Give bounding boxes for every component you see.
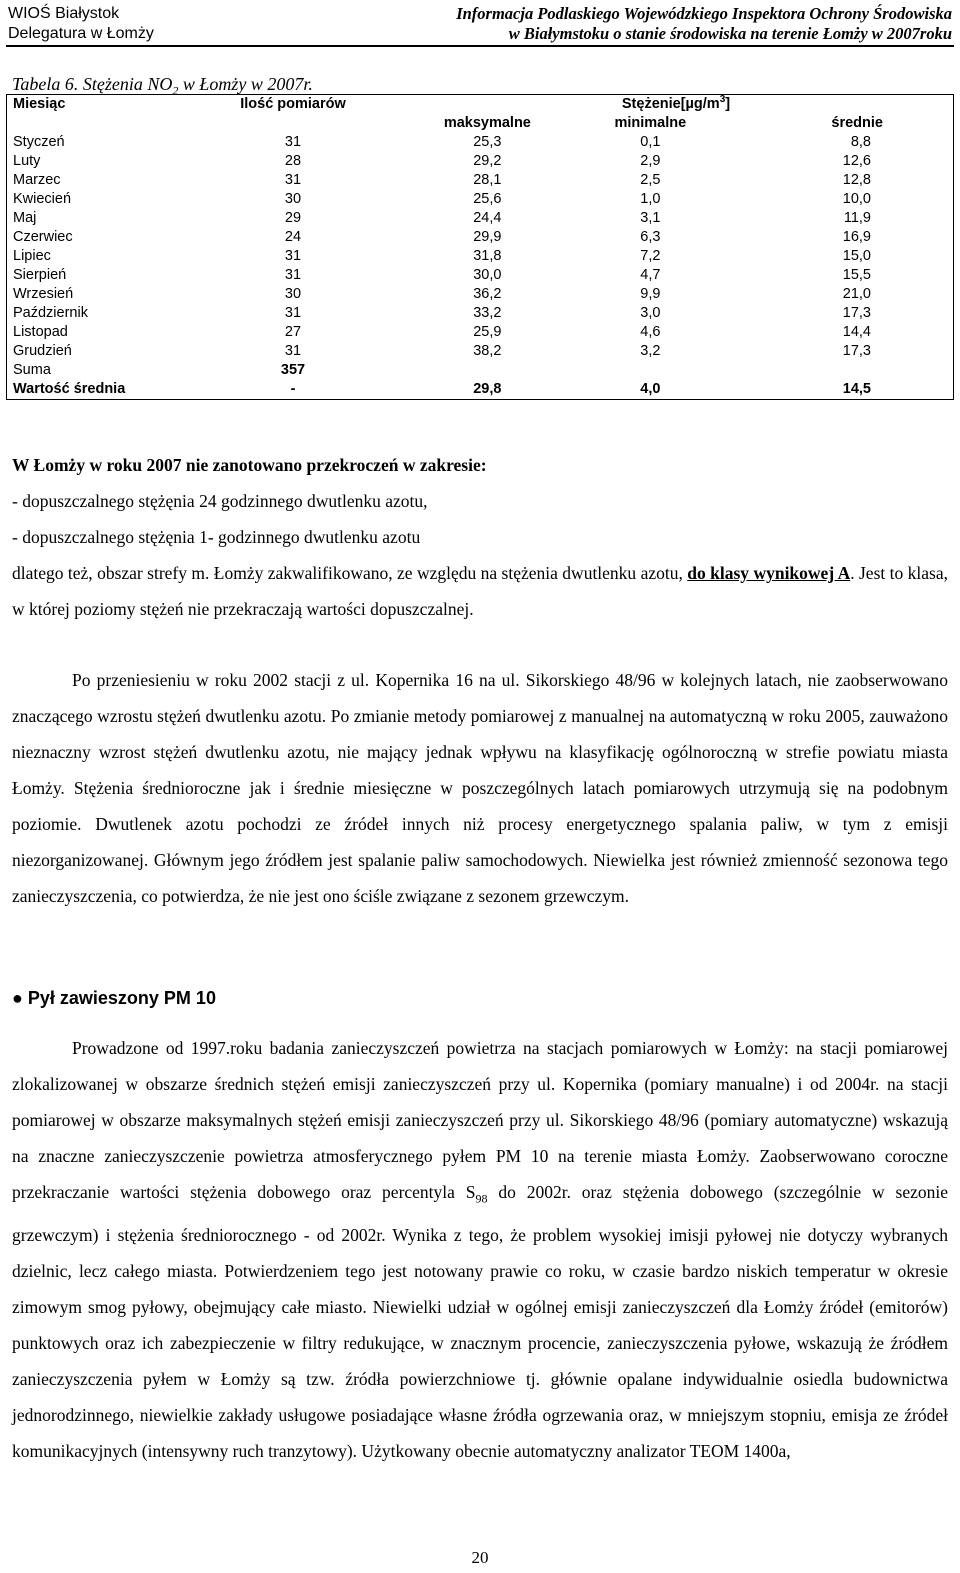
cell-max: 25,3 — [473, 134, 502, 150]
cell-count: 29 — [284, 210, 302, 226]
cell-min: 4,6 — [640, 324, 661, 340]
cell-avg: 17,3 — [842, 305, 871, 321]
conclusion-title: W Łomży w roku 2007 nie zanotowano przekroczeń w zakresie: — [12, 455, 487, 475]
cell-count: 31 — [284, 172, 302, 188]
pm10-percentile-sub: 98 — [475, 1191, 488, 1206]
cell-max: 28,1 — [473, 172, 502, 188]
cell-max: 29,2 — [473, 153, 502, 169]
cell-count: 31 — [284, 343, 302, 359]
cell-min: 3,0 — [640, 305, 661, 321]
header-blank-1 — [7, 114, 188, 133]
mean-min: 4,0 — [640, 381, 661, 397]
cell-avg: 11,9 — [843, 210, 871, 226]
sum-count: 357 — [280, 362, 306, 378]
cell-min: 2,5 — [640, 172, 661, 188]
cell-avg: 15,5 — [842, 267, 871, 283]
sum-blank-2 — [576, 361, 725, 380]
cell-count: 31 — [284, 267, 302, 283]
cell-month: Marzec — [13, 172, 61, 188]
cell-avg: 12,6 — [842, 153, 871, 169]
cell-month: Kwiecień — [13, 191, 72, 207]
pm10-paragraph — [12, 1030, 948, 1469]
table-row — [7, 342, 954, 361]
cell-avg: 14,4 — [842, 324, 871, 340]
cell-min: 3,1 — [640, 210, 661, 226]
cell-month: Sierpień — [13, 267, 67, 283]
cell-min: 3,2 — [640, 343, 661, 359]
header-branch: Delegatura w Łomży — [8, 25, 154, 42]
cell-max: 25,6 — [473, 191, 502, 207]
table-row — [7, 171, 954, 190]
cell-max: 31,8 — [473, 248, 502, 264]
table-header-row-1 — [7, 95, 954, 115]
cell-month: Grudzień — [13, 343, 72, 359]
cell-count: 30 — [284, 286, 302, 302]
page-number: 20 — [471, 1548, 489, 1567]
cell-month: Listopad — [13, 324, 68, 340]
classification-text-a: dlatego też, obszar strefy m. Łomży zakwalifikowano, ze względu na stężenia dwutlenku azotu, — [12, 563, 688, 583]
cell-max: 36,2 — [473, 286, 502, 302]
mean-label: Wartość średnia — [13, 381, 126, 397]
cell-max: 33,2 — [473, 305, 502, 321]
cell-max: 30,0 — [473, 267, 502, 283]
no2-trend-paragraph: Po przeniesieniu w roku 2002 stacji z ul. Kopernika 16 na ul. Sikorskiego 48/96 w kolejnych latach, nie zaobserwowano znaczącego wzrostu stężeń dwutlenku azotu. Po zmianie metody pomiarowej z manualnej na automatyczną w roku 2005, zauważono nieznaczny wzrost stężeń dwutlenku azotu, nie mający jednak wpływu na klasyfikację ogólnoroczną w strefie powiatu miasta Łomży. Stężenia średnioroczne jak i średnie miesięczne w poszczególnych latach pomiarowych utrzymują się na podobnym poziomie. Dwutlenek azotu pochodzi ze źródeł innych niż procesy energetycznego spalania paliw, w tym z emisji niezorganizowanej. Głównym jego źródłem jest spalanie paliw samochodowych. Niewielka jest również zmienność sezonowa tego zanieczyszczenia, co potwierdza, że nie jest ono ściśle związane z sezonem grzewczym. — [12, 670, 948, 906]
sum-blank-1 — [399, 361, 576, 380]
header-title-line2: w Białymstoku o stanie środowiska na terenie Łomży w 2007roku — [508, 24, 952, 43]
header-conc-prefix: Stężenie[µg/m — [621, 96, 720, 112]
cell-max: 24,4 — [473, 210, 502, 226]
sum-row — [7, 361, 954, 380]
conclusion-classification — [12, 555, 948, 627]
sum-label: Suma — [13, 362, 51, 378]
header-right — [456, 4, 952, 44]
caption-prefix: Tabela 6. Stężenia NO — [12, 74, 173, 94]
mean-avg: 14,5 — [842, 381, 871, 397]
header-min: minimalne — [614, 115, 687, 131]
cell-min: 6,3 — [640, 229, 661, 245]
cell-max: 29,9 — [473, 229, 502, 245]
cell-avg: 8,8 — [850, 134, 871, 150]
cell-count: 31 — [284, 134, 302, 150]
header-conc-suffix: ] — [725, 96, 731, 112]
header-count: Ilość pomiarów — [240, 96, 346, 112]
table-row — [7, 133, 954, 152]
sum-blank-3 — [725, 361, 954, 380]
table-row — [7, 228, 954, 247]
cell-min: 1,0 — [640, 191, 661, 207]
cell-min: 0,1 — [640, 134, 661, 150]
class-a-link: do klasy wynikowej A — [687, 563, 851, 583]
cell-count: 30 — [284, 191, 302, 207]
cell-avg: 21,0 — [842, 286, 871, 302]
header-conc-sup: 3 — [719, 94, 726, 106]
cell-month: Czerwiec — [13, 229, 73, 245]
cell-month: Styczeń — [13, 134, 65, 150]
cell-month: Luty — [13, 153, 41, 169]
cell-avg: 16,9 — [842, 229, 871, 245]
page-header — [6, 3, 954, 47]
no2-conclusion — [12, 447, 948, 627]
cell-count: 31 — [284, 305, 302, 321]
cell-count: 28 — [284, 153, 302, 169]
header-max: maksymalne — [443, 115, 531, 131]
header-org: WIOŚ Białystok — [8, 5, 120, 22]
classification-text-b: . Jest to klasa, w której poziomy stężeń nie przekraczają wartości dopuszczalnej. — [12, 563, 948, 619]
cell-count: 24 — [284, 229, 302, 245]
cell-avg: 12,8 — [842, 172, 871, 188]
cell-count: 27 — [284, 324, 302, 340]
header-concentration — [399, 95, 954, 115]
table-row — [7, 304, 954, 323]
cell-min: 2,9 — [640, 153, 661, 169]
table-row — [7, 266, 954, 285]
table-row — [7, 247, 954, 266]
cell-month: Lipiec — [13, 248, 51, 264]
caption-suffix: w Łomży w 2007r. — [178, 74, 313, 94]
header-blank-2 — [187, 114, 399, 133]
table-row — [7, 285, 954, 304]
cell-month: Wrzesień — [13, 286, 74, 302]
mean-count: - — [290, 381, 296, 397]
header-month: Miesiąc — [13, 96, 66, 112]
cell-count: 31 — [284, 248, 302, 264]
cell-min: 9,9 — [640, 286, 661, 302]
table-row — [7, 323, 954, 342]
cell-min: 4,7 — [640, 267, 661, 283]
cell-avg: 10,0 — [842, 191, 871, 207]
table-row — [7, 152, 954, 171]
cell-month: Październik — [13, 305, 88, 321]
header-left — [8, 4, 154, 44]
cell-month: Maj — [13, 210, 37, 226]
caption-sub: 2 — [172, 83, 179, 98]
header-avg: średnie — [831, 115, 883, 131]
mean-row — [7, 380, 954, 400]
table-body — [7, 133, 954, 400]
no2-table — [6, 94, 954, 400]
section-heading-pm10: ● Pył zawieszony PM 10 — [12, 988, 216, 1008]
conclusion-item-1h: - dopuszczalnego stężęnia 1- godzinnego dwutlenku azotu — [12, 527, 421, 547]
mean-max: 29,8 — [473, 381, 502, 397]
table-row — [7, 190, 954, 209]
pm10-text-a: Prowadzone od 1997.roku badania zanieczyszczeń powietrza na stacjach pomiarowych w Łomży: na stacji pomiarowej zlokalizowanej w obszarze średnich stężeń emisji zanieczyszczeń przy ul. Kopernika (pomiary manualne) i od 2004r. na stacji pomiarowej w obszarze maksymalnych stężeń emisji zanieczyszczeń przy ul. Sikorskiego 48/96 (pomiary automatyczne) wskazują na znaczne zanieczyszczenie powietrza atmosferycznego pyłem PM 10 na terenie miasta Łomży. Zaobserwowano coroczne przekraczanie wartości stężenia dobowego oraz percentyla S — [12, 1038, 948, 1202]
cell-avg: 17,3 — [842, 343, 871, 359]
conclusion-item-24h: - dopuszczalnego stężęnia 24 godzinnego dwutlenku azotu, — [12, 491, 428, 511]
cell-max: 25,9 — [473, 324, 502, 340]
cell-min: 7,2 — [640, 248, 661, 264]
cell-max: 38,2 — [473, 343, 502, 359]
pm10-text-b: do 2002r. oraz stężenia dobowego (szczególnie w sezonie grzewczym) i stężenia średniorocznego - od 2002r. Wynika z tego, że problem wysokiej imisji pyłowej nie dotyczy wybranych dzielnic, lecz całego miasta. Potwierdzeniem tego jest notowany prawie co roku, w czasie bardzo niskich temperatur w okresie zimowym smog pyłowy, obejmujący całe miasto. Niewielki udział w ogólnej emisji zanieczyszczeń dla Łomży źródeł (emitorów) punktowych oraz ich zabezpieczenie w filtry redukujące, w znacznym procencie, zanieczyszczenia pyłowe, wskazują że źródłem zanieczyszczenia pyłem w Łomży są tzw. źródła powierzchniowe tj. głównie opalane indywidualnie osiedla budownictwa jednorodzinnego, niewielkie zakłady usługowe posiadające własne źródła ogrzewania oraz, w mniejszym stopniu, emisja ze źródeł komunikacyjnych (intensywny ruch tranzytowy). Użytkowany obecnie automatyczny analizator TEOM 1400a, — [12, 1182, 948, 1461]
header-title-line1: Informacja Podlaskiego Wojewódzkiego Inspektora Ochrony Środowiska — [456, 4, 952, 23]
table-header-row-2 — [7, 114, 954, 133]
table-row — [7, 209, 954, 228]
cell-avg: 15,0 — [842, 248, 871, 264]
